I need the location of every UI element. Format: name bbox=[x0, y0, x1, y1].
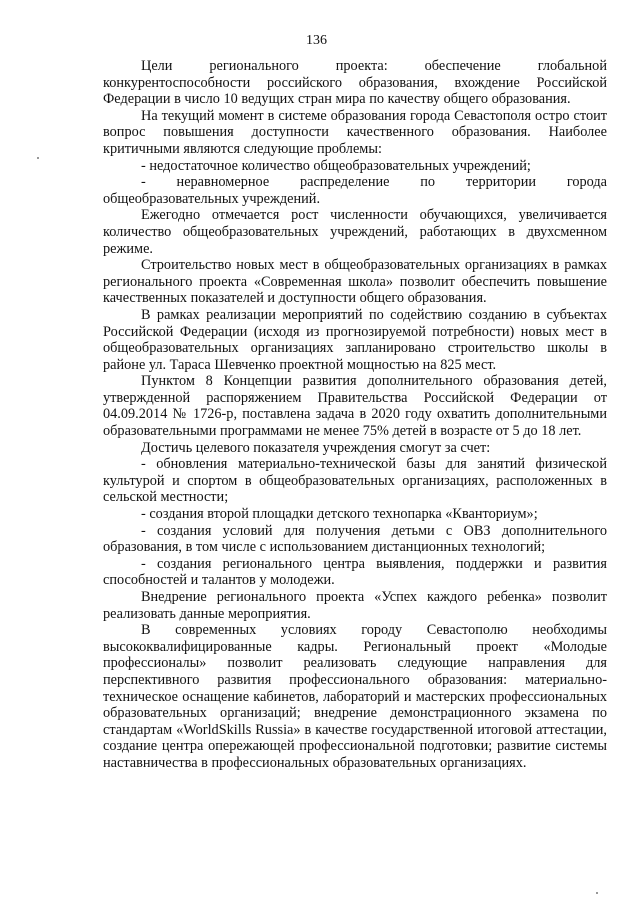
scan-speck bbox=[37, 157, 39, 159]
paragraph-student-growth: Ежегодно отмечается рост численности обучающихся, увеличивается количество общеобразовательных учреждений, работающих в двухсменном режиме. bbox=[103, 207, 607, 257]
list-item-measure-3: - создания условий для получения детьми с ОВЗ дополнительного образования, в том числе с использованием дистанционных технологий; bbox=[103, 522, 607, 556]
paragraph-modern-school: Строительство новых мест в общеобразовательных организациях в рамках регионального проекта «Современная школа» позволит обеспечить повышение качественных показателей и доступности общего образования. bbox=[103, 257, 607, 307]
paragraph-project-goals: Цели регионального проекта: обеспечение глобальной конкурентоспособности российского образования, вхождение Российской Федерации в число 10 ведущих стран мира по качеству общего образования. bbox=[103, 58, 607, 108]
page-number: 136 bbox=[306, 33, 327, 48]
list-item-measure-2: - создания второй площадки детского технопарка «Кванториум»; bbox=[141, 506, 538, 523]
paragraph-success-project: Внедрение регионального проекта «Успех каждого ребенка» позволит реализовать данные мероприятия. bbox=[103, 589, 607, 622]
scan-speck bbox=[596, 892, 598, 894]
paragraph-concept-point-8: Пунктом 8 Концепции развития дополнительного образования детей, утвержденной распоряжением Правительства Российской Федерации от 04.09.2014 № 1726-р, поставлена задача в 2020 году охватить дополнительными образовательными программами не менее 75% детей в возрасте от 5 до 18 лет. bbox=[103, 373, 607, 440]
paragraph-young-professionals: В современных условиях городу Севастополю необходимы высококвалифицированные кадры. Региональный проект «Молодые профессионалы» позволит реализовать следующие направления для перспективного развития профессионального образования: материально-техническое оснащение кабинетов, лабораторий и мастерских профессиональных образовательных организаций; внедрение демонстрационного экзамена по стандартам «WorldSkills Russia» в качестве государственной итоговой аттестации, создание центра опережающей профессиональной подготовки; развитие системы наставничества в профессиональных образовательных организациях. bbox=[103, 622, 607, 771]
document-body bbox=[103, 58, 607, 772]
list-item-problem-2: - неравномерное распределение по территории города общеобразовательных учреждений. bbox=[103, 174, 607, 207]
list-item-measure-4: - создания регионального центра выявления, поддержки и развития способностей и талантов у молодежи. bbox=[103, 555, 607, 589]
paragraph-school-construction: В рамках реализации мероприятий по содействию созданию в субъектах Российской Федерации (исходя из прогнозируемой потребности) новых мест в общеобразовательных организациях запланировано строительство школы в районе ул. Тараса Шевченко проектной мощностью на 825 мест. bbox=[103, 306, 607, 373]
paragraph-target-means: Достичь целевого показателя учреждения смогут за счет: bbox=[141, 439, 491, 456]
paragraph-current-situation: На текущий момент в системе образования города Севастополя остро стоит вопрос повышения доступности качественного образования. Наиболее критичными являются следующие проблемы: bbox=[103, 107, 607, 157]
list-item-problem-1: - недостаточное количество общеобразовательных учреждений; bbox=[141, 157, 531, 174]
list-item-measure-1: - обновления материально-технической базы для занятий физической культурой и спортом в общеобразовательных организациях, расположенных в сельской местности; bbox=[103, 456, 607, 506]
